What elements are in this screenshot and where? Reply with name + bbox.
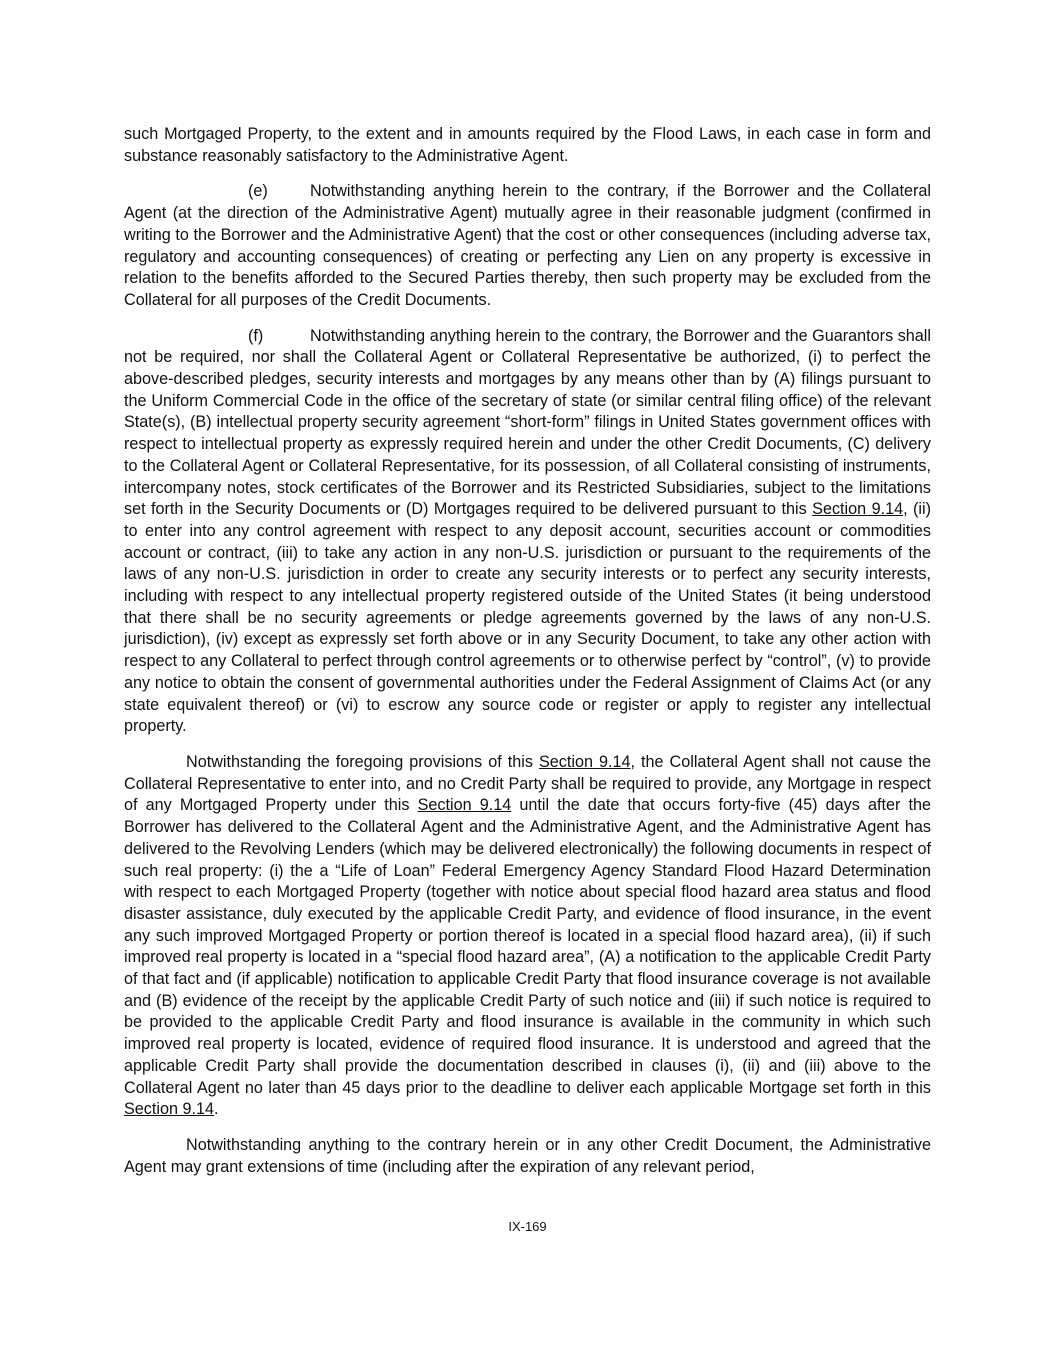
- paragraph-e-text: Notwithstanding anything herein to the contrary, if the Borrower and the Collateral Agent (at the direction of the Administrative Agent) mutually agree in their reasonable judgment (confirmed in writing to the Borrower and the Administrative Agent) that the cost or other consequences (including adverse tax, regulatory and accounting consequences) of creating or perfecting any Lien on any property is excessive in relation to the benefits afforded to the Secured Parties thereby, then such property may be excluded from the Collateral for all purposes of the Credit Documents.: [124, 182, 931, 309]
- section-reference: Section 9.14: [538, 752, 631, 771]
- paragraph-flood-text-2: , the Collateral Agent shall not cause the Collateral Representative to enter into, and no Credit Party shall be required to provide, any Mortgage in respect of any Mortgaged Property under this: [124, 752, 931, 815]
- body-text: [124, 124, 931, 1192]
- paragraph-e: [124, 181, 931, 311]
- paragraph-f-text-1: Notwithstanding anything herein to the contrary, the Borrower and the Guarantors shall not be required, nor shall the Collateral Agent or Collateral Representative be authorized, (i) to perfect the above-described pledges, security interests and mortgages by any means other than by (A) filings pursuant to the Uniform Commercial Code in the office of the secretary of state (or similar central filing office) of the relevant State(s), (B) intellectual property security agreement “short-form” filings in United States government offices with respect to intellectual property as expressly required herein and under the other Credit Documents, (C) delivery to the Collateral Agent or Collateral Representative, for its possession, of all Collateral consisting of instruments, intercompany notes, stock certificates of the Borrower and its Restricted Subsidiaries, subject to the limitations set forth in the Security Documents or (D) Mortgages required to be delivered pursuant to this: [124, 326, 931, 519]
- page-number: IX-169: [508, 1219, 547, 1234]
- paragraph-f: [124, 326, 931, 738]
- paragraph-e-label: (e): [248, 182, 268, 201]
- paragraph-continuation: such Mortgaged Property, to the extent and in amounts required by the Flood Laws, in each case in form and substance reasonably satisfactory to the Administrative Agent.: [124, 125, 931, 165]
- section-reference: Section 9.14: [417, 796, 512, 815]
- paragraph-flood-text-1: Notwithstanding the foregoing provisions of this: [186, 752, 539, 771]
- paragraph-f-text-2: , (ii) to enter into any control agreement with respect to any deposit account, securities account or commodities account or contract, (iii) to take any action in any non-U.S. jurisdiction or pursuant to the requirements of the laws of any non-U.S. jurisdiction in order to create any security interests or to perfect any security interests, including with respect to any intellectual property registered outside of the United States (it being understood that there shall be no security agreements or pledge agreements governed by the laws of any non-U.S. jurisdiction), (iv) except as expressly set forth above or in any Security Document, to take any other action with respect to any Collateral to perfect through control agreements or to otherwise perfect by “control”, (v) to provide any notice to obtain the consent of governmental authorities under the Federal Assignment of Claims Act (or any state equivalent thereof) or (vi) to escrow any source code or register or apply to register any intellectual property.: [124, 500, 932, 736]
- paragraph-flood: [124, 752, 931, 1121]
- paragraph-flood-text-3: until the date that occurs forty-five (45) days after the Borrower has delivered to the Collateral Agent and the Administrative Agent, and the Administrative Agent has delivered to the Revolving Lenders (which may be delivered electronically) the following documents in respect of such real property: (i) the a “Life of Loan” Federal Emergency Agency Standard Flood Hazard Determination with respect to each Mortgaged Property (together with notice about special flood hazard area status and flood disaster assistance, duly executed by the applicable Credit Party, and evidence of flood insurance, in the event any such improved Mortgaged Property or portion thereof is located in a special flood hazard area), (ii) if such improved real property is located in a “special flood hazard area”, (A) a notification to the applicable Credit Party of that fact and (if applicable) notification to applicable Credit Party that flood insurance coverage is not available and (B) evidence of the receipt by the applicable Credit Party of such notice and (iii) if such notice is required to be provided to the applicable Credit Party and flood insurance is available in the community in which such improved real property is located, evidence of required flood insurance. It is understood and agreed that the applicable Credit Party shall provide the documentation described in clauses (i), (ii) and (iii) above to the Collateral Agent no later than 45 days prior to the deadline to deliver each applicable Mortgage set forth in this: [124, 796, 931, 1097]
- paragraph-last: Notwithstanding anything to the contrary herein or in any other Credit Document, the Administrative Agent may grant extensions of time (including after the expiration of any relevant period,: [124, 1135, 931, 1176]
- section-reference: Section 9.14: [812, 500, 904, 519]
- paragraph-flood-text-4: .: [214, 1100, 219, 1119]
- section-reference: Section 9.14: [124, 1100, 214, 1119]
- paragraph-f-label: (f): [248, 326, 264, 345]
